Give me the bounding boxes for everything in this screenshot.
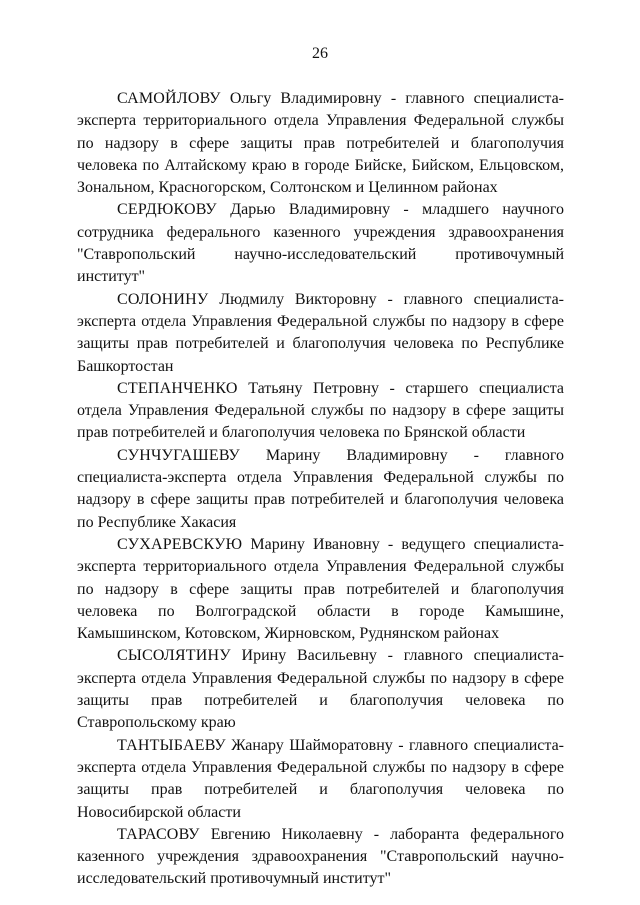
list-entry-serdyukova	[77, 199, 564, 288]
entry-surname: СЕРДЮКОВУ	[117, 201, 217, 219]
entry-text: Людмилу Викторовну - главного специалиста-эксперта отдела Управления Федеральной службы по надзору в сфере защиты прав потребителей и благополучия человека по Республике Башкортостан	[77, 290, 564, 375]
entry-surname: ТАРАСОВУ	[117, 825, 200, 843]
entry-text: Марину Ивановну - ведущего специалиста-эксперта территориального отдела Управления Федеральной службы по надзору в сфере защиты прав потребителей и благополучия человека по Волгоградской области в городе Камышине, Камышинском, Котовском, Жирновском, Руднянском районах	[77, 535, 565, 643]
list-entry-tarasova	[77, 824, 564, 891]
entry-surname: СЫСОЛЯТИНУ	[117, 647, 231, 665]
entry-surname: САМОЙЛОВУ	[117, 90, 221, 107]
entry-text: Марину Владимировну - главного специалиста-эксперта отдела Управления Федеральной службы по надзору в сфере защиты прав потребителей и благополучия человека по Республике Хакасия	[77, 446, 564, 531]
entry-surname: СТЕПАНЧЕНКО	[117, 379, 238, 397]
list-entry-sukharevskaya	[77, 534, 564, 645]
list-entry-sunchugasheva	[77, 445, 564, 534]
list-entry-sysolyatina	[77, 645, 564, 734]
award-list	[77, 88, 564, 891]
entry-text: Жанару Шайморатовну - главного специалиста-эксперта отдела Управления Федеральной службы по надзору в сфере защиты прав потребителей и благополучия человека по Новосибирской области	[77, 736, 564, 821]
page-number: 26	[312, 45, 328, 62]
list-entry-solonina	[77, 289, 564, 378]
entry-surname: СОЛОНИНУ	[117, 290, 209, 308]
entry-text: Ольгу Владимировну - главного специалиста-эксперта территориального отдела Управления Федеральной службы по надзору в сфере защиты прав потребителей и благополучия человека по Алтайскому краю в городе Бийске, Бийском, Ельцовском, Зональном, Красногорском, Солтонском и Целинном районах	[77, 90, 565, 197]
entry-text: Евгению Николаевну - лаборанта федерального казенного учреждения здравоохранения "Ставропольский научно-исследовательский противочумный институт"	[77, 825, 565, 888]
entry-surname: СУХАРЕВСКУЮ	[117, 535, 243, 553]
entry-text: Татьяну Петровну - старшего специалиста отдела Управления Федеральной службы по надзору в сфере защиты прав потребителей и благополучия человека по Брянской области	[77, 379, 565, 442]
list-entry-samoylova	[77, 88, 564, 199]
entry-surname: ТАНТЫБАЕВУ	[117, 736, 226, 754]
list-entry-tantybaeva	[77, 735, 564, 824]
entry-surname: СУНЧУГАШЕВУ	[117, 446, 240, 464]
entry-text: Ирину Васильевну - главного специалиста-эксперта отдела Управления Федеральной службы по надзору в сфере защиты прав потребителей и благополучия человека по Ставропольскому краю	[77, 647, 564, 732]
list-entry-stepanchenko	[77, 378, 564, 445]
entry-text: Дарью Владимировну - младшего научного сотрудника федерального казенного учреждения здравоохранения "Ставропольский научно-исследовательский противочумный институт"	[77, 201, 565, 286]
